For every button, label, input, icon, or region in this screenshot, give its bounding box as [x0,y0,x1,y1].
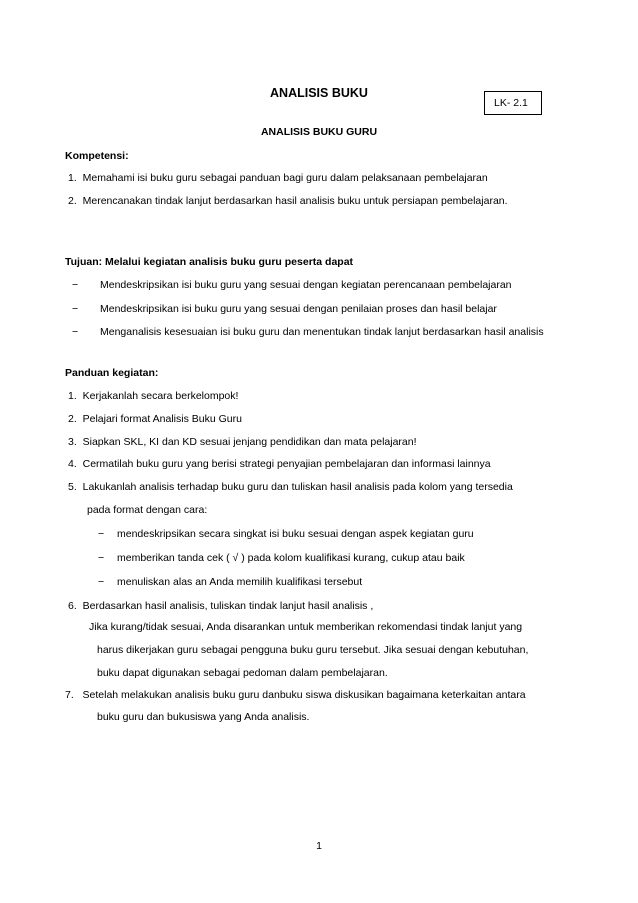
panduan-item-5-continuation: pada format dengan cara: [87,504,208,516]
list-text: Cermatilah buku guru yang berisi strategi penyajian pembelajaran dan informasi lainnya [82,458,491,470]
panduan-item-6-line-2: Jika kurang/tidak sesuai, Anda disarankan untuk memberikan rekomendasi tindak lanjut yang [89,621,523,633]
list-text: Berdasarkan hasil analisis, tuliskan tindak lanjut hasil analisis , [82,600,374,612]
kompetensi-item-1 [68,172,488,184]
document-title: ANALISIS BUKU [270,86,368,100]
list-text: Memahami isi buku guru sebagai panduan bagi guru dalam pelaksanaan pembelajaran [82,172,488,184]
list-bullet: − [72,279,79,291]
list-number: 6. [68,600,77,612]
panduan-subitem-1 [98,528,474,540]
kompetensi-heading: Kompetensi: [65,150,129,162]
list-number: 5. [68,481,77,493]
tujuan-item-2 [72,303,497,315]
list-text: Siapkan SKL, KI dan KD sesuai jenjang pendidikan dan mata pelajaran! [82,436,417,448]
list-number: 2. [68,195,77,207]
panduan-subitem-3 [98,576,363,588]
list-number: 4. [68,458,77,470]
kompetensi-item-2 [68,195,508,207]
list-bullet: − [72,303,79,315]
list-text: Kerjakanlah secara berkelompok! [82,390,239,402]
list-text: Lakukanlah analisis terhadap buku guru dan tuliskan hasil analisis pada kolom yang tersedia [82,481,513,493]
list-bullet: − [98,576,105,588]
page-number: 1 [316,840,322,852]
list-number: 2. [68,413,77,425]
panduan-item-5 [68,481,513,493]
list-bullet: − [98,528,105,540]
list-number: 1. [68,390,77,402]
list-text: mendeskripsikan secara singkat isi buku sesuai dengan aspek kegiatan guru [117,528,474,540]
panduan-heading: Panduan kegiatan: [65,367,159,379]
document-subtitle: ANALISIS BUKU GURU [260,126,378,138]
panduan-item-7-line-2: buku guru dan bukusiswa yang Anda analisis. [97,711,310,723]
list-bullet: − [98,552,105,564]
panduan-subitem-2 [98,552,465,564]
tujuan-item-1 [72,279,512,291]
panduan-item-1 [68,390,238,402]
panduan-item-4 [68,458,491,470]
list-text: Setelah melakukan analisis buku guru danbuku siswa diskusikan bagaimana keterkaitan antara [82,689,526,701]
lk-code-box: LK- 2.1 [484,91,542,115]
list-text: memberikan tanda cek ( √ ) pada kolom kualifikasi kurang, cukup atau baik [117,552,465,564]
list-text: Menganalisis kesesuaian isi buku guru dan menentukan tindak lanjut berdasarkan hasil analisis [100,326,544,338]
list-bullet: − [72,326,79,338]
panduan-item-6 [68,600,373,612]
panduan-item-6-line-4: buku dapat digunakan sebagai pedoman dalam pembelajaran. [97,667,388,679]
panduan-item-6-line-3: harus dikerjakan guru sebagai pengguna buku guru tersebut. Jika sesuai dengan kebutuhan, [97,644,529,656]
list-text: Mendeskripsikan isi buku guru yang sesuai dengan penilaian proses dan hasil belajar [100,303,497,315]
panduan-item-7 [65,689,526,701]
list-number: 1. [68,172,77,184]
list-number: 3. [68,436,77,448]
tujuan-heading: Tujuan: Melalui kegiatan analisis buku guru peserta dapat [65,256,354,268]
list-text: Merencanakan tindak lanjut berdasarkan hasil analisis buku untuk persiapan pembelajaran. [82,195,508,207]
list-number: 7. [65,689,74,701]
list-text: Mendeskripsikan isi buku guru yang sesuai dengan kegiatan perencanaan pembelajaran [100,279,512,291]
list-text: Pelajari format Analisis Buku Guru [82,413,242,425]
panduan-item-2 [68,413,242,425]
panduan-item-3 [68,436,417,448]
tujuan-item-3 [72,326,544,338]
list-text: menuliskan alas an Anda memilih kualifikasi tersebut [117,576,363,588]
